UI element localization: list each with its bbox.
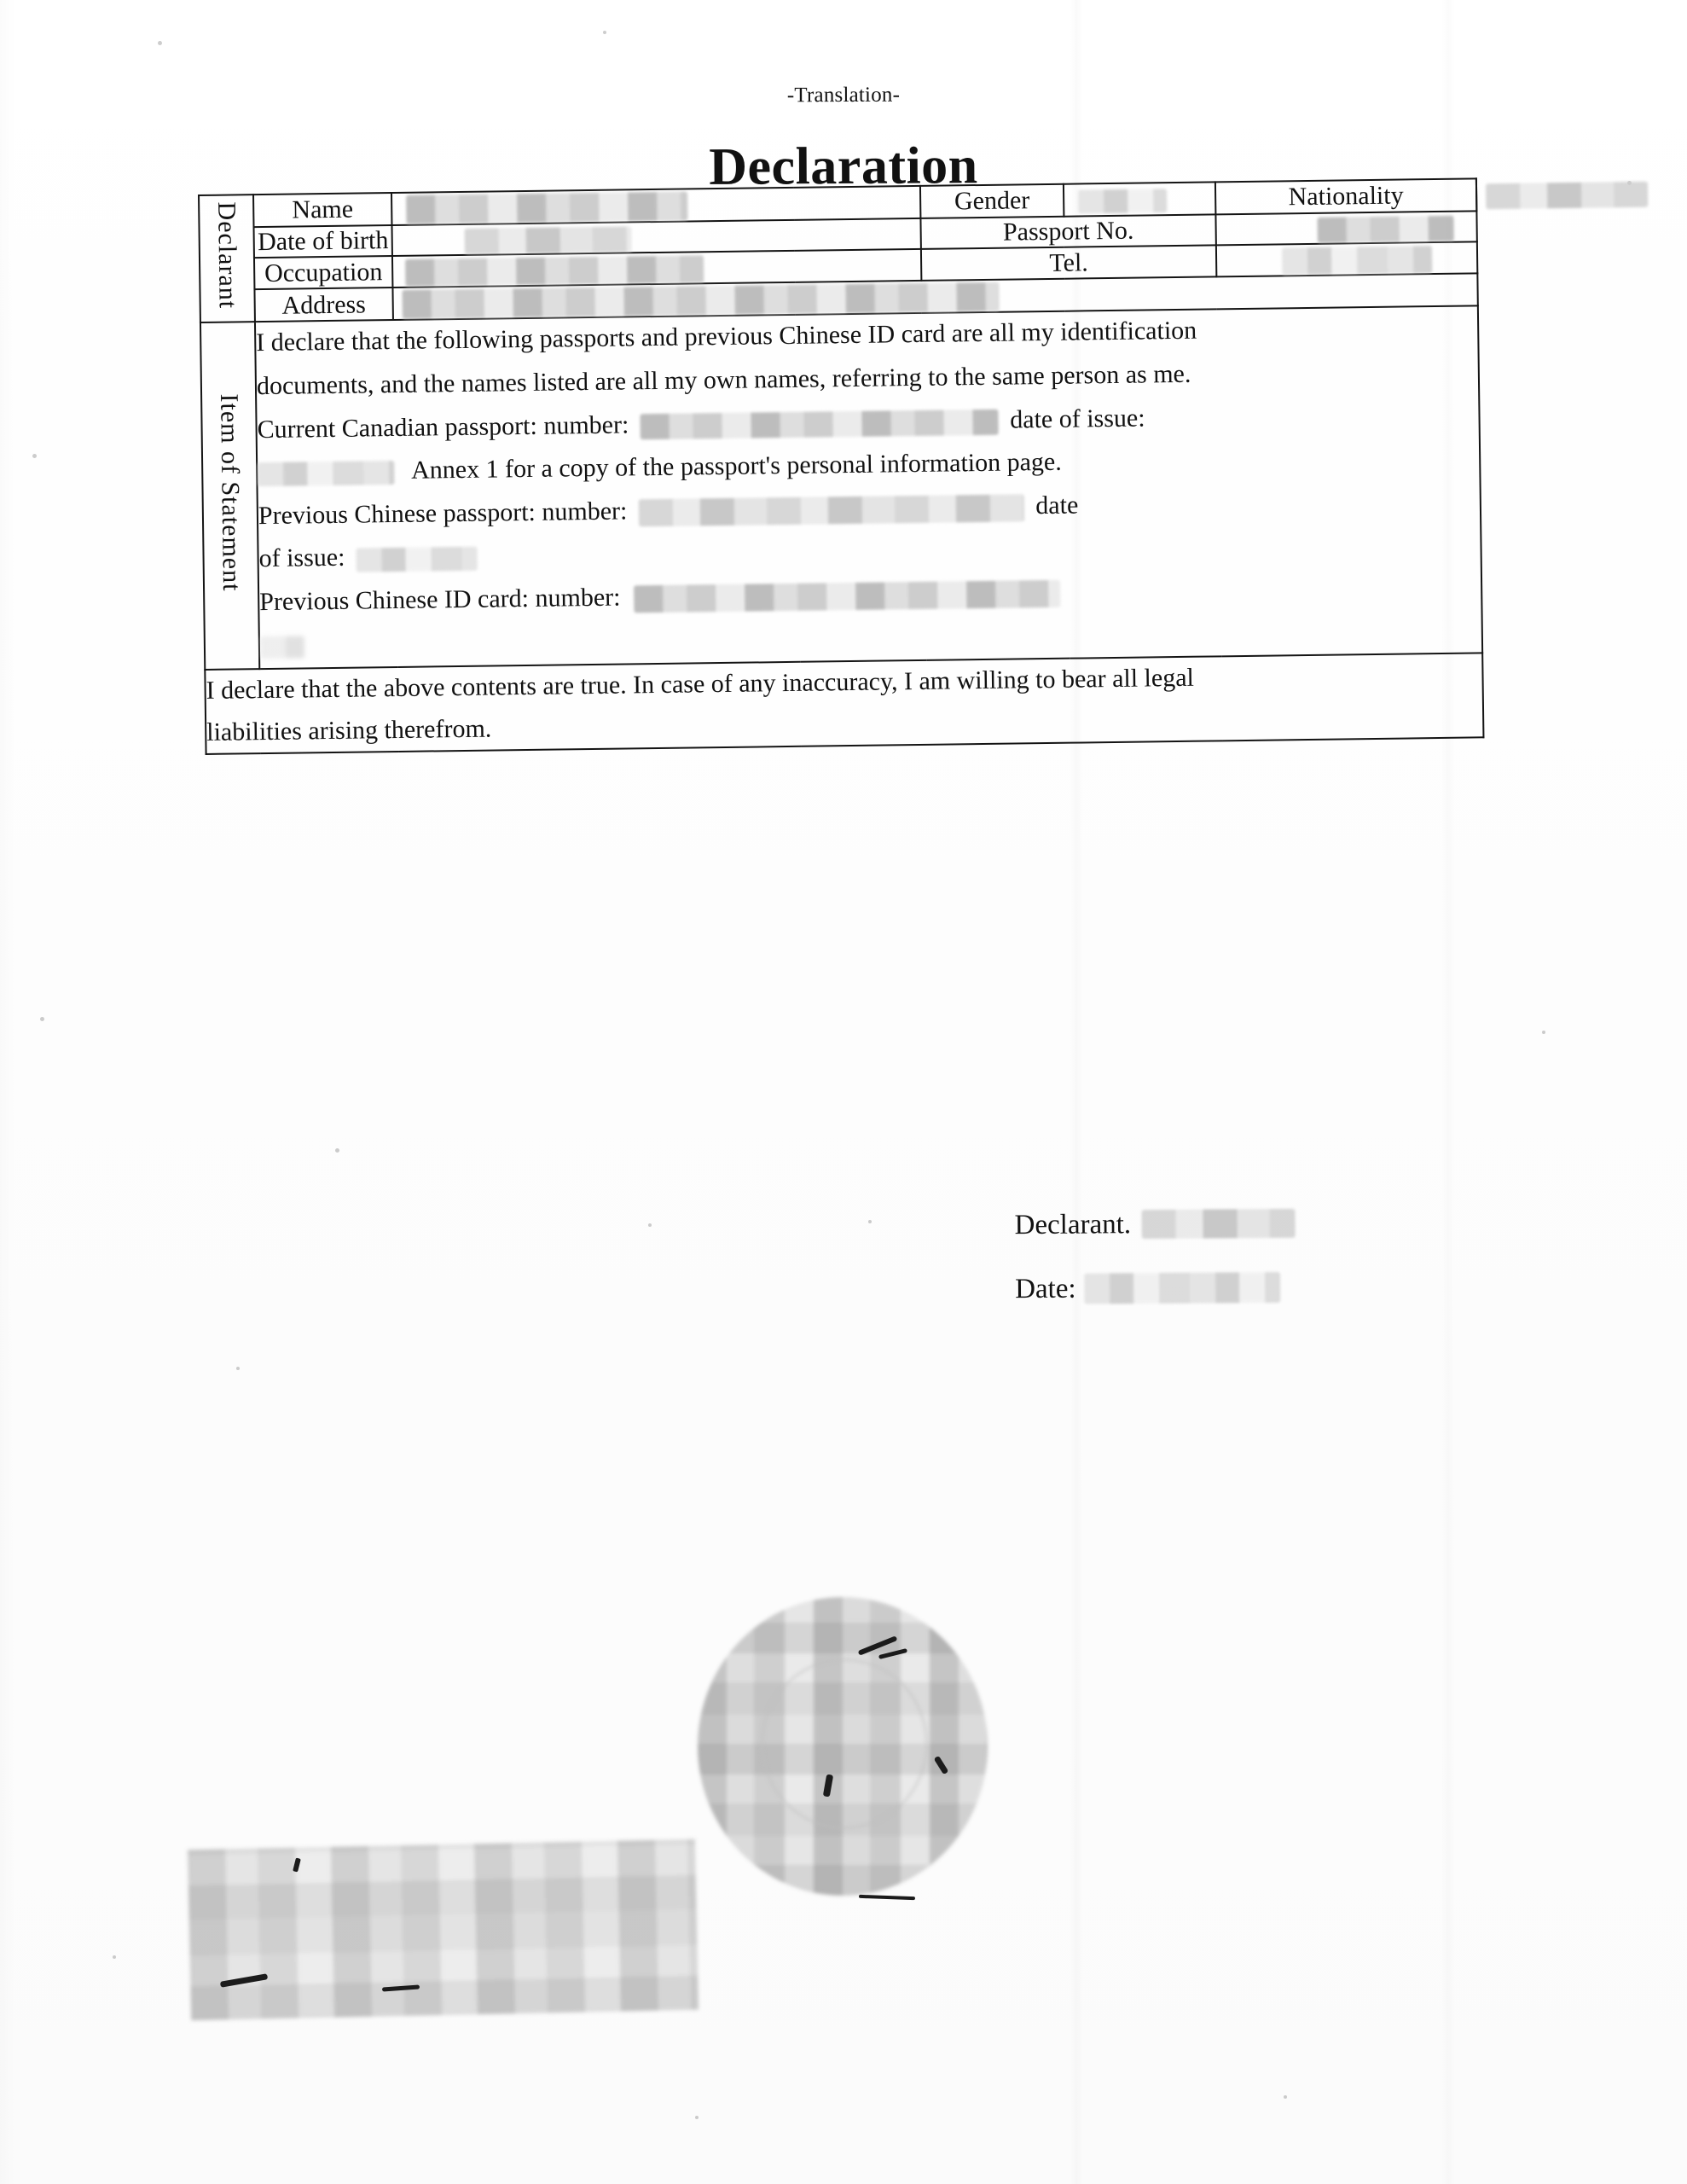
passport-no-label: Passport No. [920, 214, 1215, 249]
declarant-section-label-cell [199, 195, 255, 322]
scan-speck [40, 1017, 44, 1021]
canadian-passport-number-redaction [641, 409, 999, 439]
declarant-signature-label: Declarant. [1014, 1208, 1132, 1240]
bottom-left-stamp [188, 1839, 699, 2020]
gender-value-redaction [1078, 189, 1167, 213]
scan-speck [868, 1220, 872, 1223]
translation-label: -Translation- [786, 83, 901, 107]
declaration-form-table [198, 177, 1482, 755]
official-seal-stamp [698, 1597, 988, 1896]
statement-section-label: Item of Statement [215, 393, 246, 592]
chinese-id-prefix: Previous Chinese ID card: number: [259, 583, 621, 617]
canadian-passport-date-redaction [258, 461, 394, 486]
scan-speck [236, 1367, 240, 1370]
annex-text: Annex 1 for a copy of the passport's personal information page. [410, 447, 1062, 485]
dob-label: Date of birth [254, 225, 392, 258]
statement-intro-line1: I declare that the following passports and previous Chinese ID card are all my identification [256, 317, 1197, 357]
date-label: Date: [1014, 1273, 1076, 1304]
occupation-label: Occupation [254, 256, 392, 289]
chinese-id-number-overflow-redaction [260, 636, 304, 659]
statement-section-label-cell [200, 322, 259, 671]
date-signature-row [1015, 1272, 1296, 1304]
gender-value-cell[interactable] [1064, 182, 1215, 216]
scan-speck [32, 454, 37, 458]
chinese-passport-date-redaction [357, 546, 478, 572]
passport-no-value-cell[interactable] [1215, 211, 1476, 245]
name-label: Name [253, 193, 391, 227]
canadian-passport-prefix: Current Canadian passport: number: [257, 410, 629, 444]
nationality-value-redaction [1486, 182, 1648, 209]
date-value-redaction [1084, 1272, 1280, 1304]
table-row-closing [205, 653, 1483, 755]
closing-statement [205, 653, 1483, 755]
passport-no-value-redaction [1317, 216, 1453, 243]
closing-line2: liabilities arising therefrom. [206, 714, 492, 746]
chinese-passport-date-label-1: date [1035, 491, 1079, 520]
scan-speck [1542, 1031, 1545, 1034]
occupation-value-redaction [405, 256, 704, 288]
chinese-passport-number-redaction [639, 494, 1024, 526]
table-row-statement [200, 306, 1482, 670]
tel-value-cell[interactable] [1216, 242, 1477, 277]
scan-speck [158, 41, 162, 45]
tel-label: Tel. [921, 246, 1216, 282]
scan-speck [648, 1223, 652, 1227]
chinese-passport-prefix: Previous Chinese passport: number: [258, 497, 628, 530]
scan-speck [603, 31, 606, 34]
address-label: Address [254, 288, 392, 322]
chinese-id-number-redaction [634, 580, 1060, 613]
dob-value-redaction [465, 227, 632, 255]
page-title: Declaration [709, 136, 978, 196]
gender-label: Gender [920, 184, 1064, 218]
scan-speck [1284, 2095, 1287, 2099]
declarant-section-label: Declarant [212, 201, 242, 310]
nationality-label: Nationality [1215, 178, 1476, 214]
canadian-passport-date-label: date of issue: [1010, 404, 1145, 434]
scan-speck [113, 1955, 116, 1959]
declarant-signature-row [1014, 1209, 1295, 1240]
scan-speck [335, 1148, 339, 1153]
declarant-signature-redaction [1141, 1209, 1295, 1239]
chinese-passport-date-label-2: of issue: [258, 543, 345, 573]
tel-value-redaction [1282, 246, 1432, 275]
closing-line1: I declare that the above contents are true. In case of any inaccuracy, I am willing to bear all legal [206, 663, 1195, 706]
seal-ink-stroke [859, 1895, 915, 1900]
statement-body [255, 306, 1482, 669]
scan-speck [695, 2116, 699, 2119]
name-value-redaction [406, 192, 687, 224]
signature-block [1014, 1209, 1296, 1339]
statement-intro-line2: documents, and the names listed are all my own names, referring to the same person as me. [256, 359, 1191, 401]
